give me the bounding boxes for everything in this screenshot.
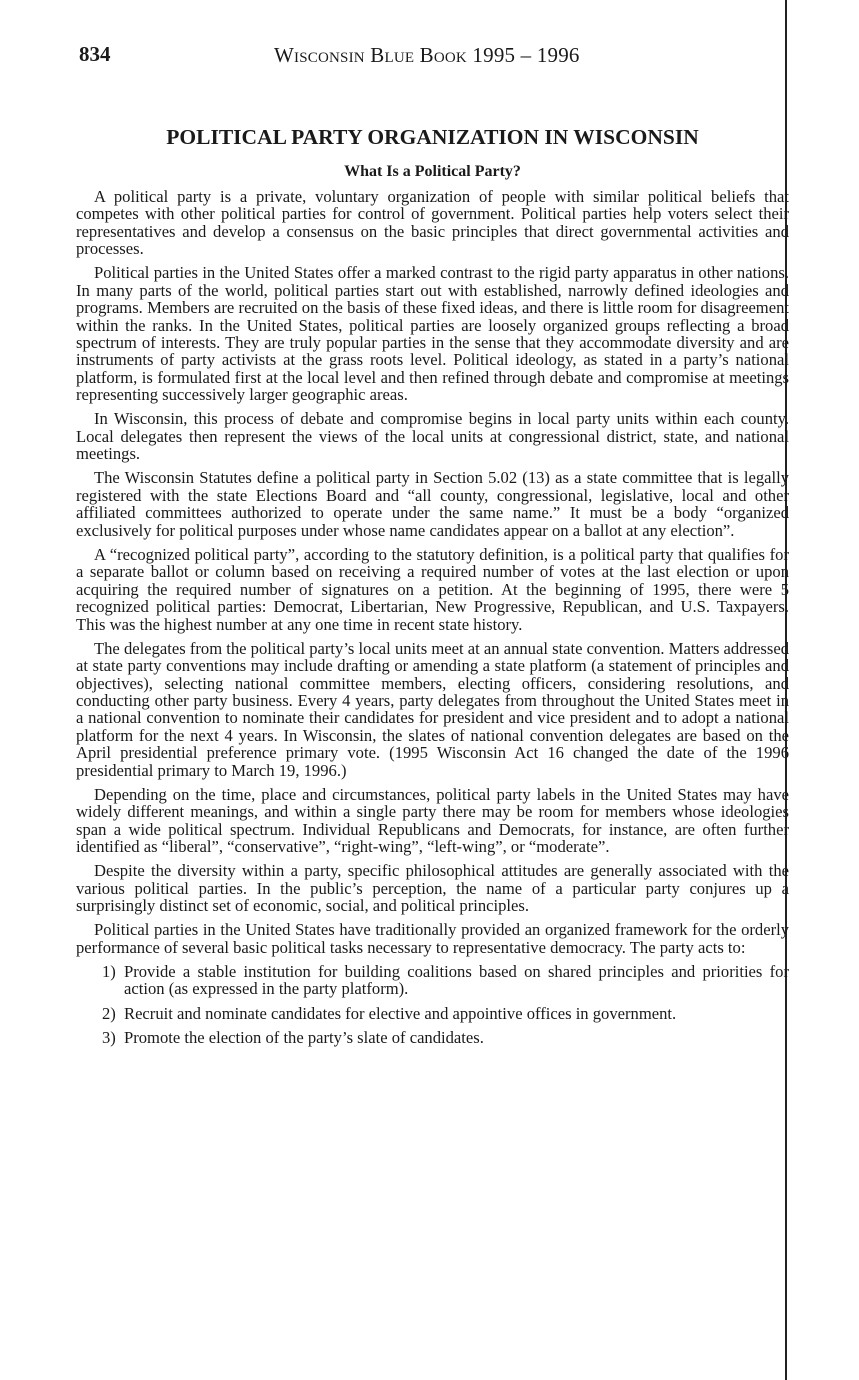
- running-head: Wisconsin Blue Book 1995 – 1996: [274, 43, 580, 67]
- article-title: POLITICAL PARTY ORGANIZATION IN WISCONSIN: [166, 125, 699, 149]
- list-item-text: Recruit and nominate candidates for elective and appointive offices in government.: [124, 1003, 677, 1023]
- party-functions-list: [76, 963, 789, 1047]
- paragraph: Political parties in the United States have traditionally provided an organized framework for the orderly performance of several basic political tasks necessary to representative democracy. The party acts to:: [76, 920, 789, 957]
- paragraph: Despite the diversity within a party, specific philosophical attitudes are generally associated with the various political parties. In the public’s perception, the name of a particular party conjures up a surprisingly distinct set of economic, social, and political principles.: [76, 861, 789, 916]
- paragraph: The Wisconsin Statutes define a political party in Section 5.02 (13) as a state committee that is legally registered with the state Elections Board and “all county, congressional, legislative, local and other affiliated committees authorized to operate under the same name.” It must be a body “organized exclusively for political purposes under whose name candidates appear on a ballot at any election”.: [76, 468, 789, 540]
- list-item: [102, 1005, 789, 1022]
- paragraph: A political party is a private, voluntary organization of people with similar political beliefs that competes with other political parties for control of government. Political parties help voters select their representatives and develop a consensus on the basic principles that direct governmental activities and processes.: [76, 187, 789, 259]
- list-item-number: 1): [102, 961, 116, 981]
- list-item: [102, 1029, 789, 1046]
- list-item-number: 2): [102, 1003, 116, 1023]
- section-heading: What Is a Political Party?: [344, 163, 521, 180]
- list-item: [102, 963, 789, 998]
- paragraph: In Wisconsin, this process of debate and compromise begins in local party units within each county. Local delegates then represent the views of the local units at congressional district, state, and national meetings.: [76, 409, 789, 464]
- list-item-text: Promote the election of the party’s slate of candidates.: [124, 1028, 484, 1048]
- article-body: [76, 124, 789, 1053]
- paragraph: Depending on the time, place and circumstances, political party labels in the United States may have widely different meanings, and within a single party there may be room for members whose ideologies span a wide political spectrum. Individual Republicans and Democrats, for instance, are often further identified as “liberal”, “conservative”, “right-wing”, “left-wing”, or “moderate”.: [76, 784, 789, 856]
- list-item-number: 3): [102, 1028, 116, 1048]
- page-number: 834: [79, 42, 111, 66]
- list-item-text: Provide a stable institution for building coalitions based on shared principles and priorities for action (as expressed in the party platform).: [124, 961, 789, 999]
- paragraph: Political parties in the United States offer a marked contrast to the rigid party apparatus in other nations. In many parts of the world, political parties start out with established, narrowly defined ideologies and programs. Members are recruited on the basis of these fixed ideas, and there is little room for disagreement within the ranks. In the United States, political parties are loosely organized groups reflecting a broad spectrum of interests. They are truly popular parties in the sense that they accommodate diversity and are instruments of party activists at the grass roots level. Political ideology, as stated in a party’s national platform, is formulated first at the local level and then refined through debate and compromise at meetings representing successively larger geographic areas.: [76, 263, 789, 405]
- paragraph: The delegates from the political party’s local units meet at an annual state convention. Matters addressed at state party conventions may include drafting or amending a state platform (a statement of principles and objectives), selecting national committee members, electing officers, considering resolutions, and conducting other party business. Every 4 years, party delegates from throughout the United States meet in a national convention to nominate their candidates for president and vice president and to adopt a national platform for the next 4 years. In Wisconsin, the slates of national convention delegates are based on the April presidential preference primary vote. (1995 Wisconsin Act 16 changed the date of the 1996 presidential primary to March 19, 1996.): [76, 638, 789, 780]
- paragraph: A “recognized political party”, according to the statutory definition, is a political party that qualifies for a separate ballot or column based on receiving a required number of votes at the last election or upon acquiring the required number of signatures on a petition. At the beginning of 1995, there were 5 recognized political parties: Democrat, Libertarian, New Progressive, Republican, and U.S. Taxpayers. This was the highest number at any one time in recent state history.: [76, 544, 789, 634]
